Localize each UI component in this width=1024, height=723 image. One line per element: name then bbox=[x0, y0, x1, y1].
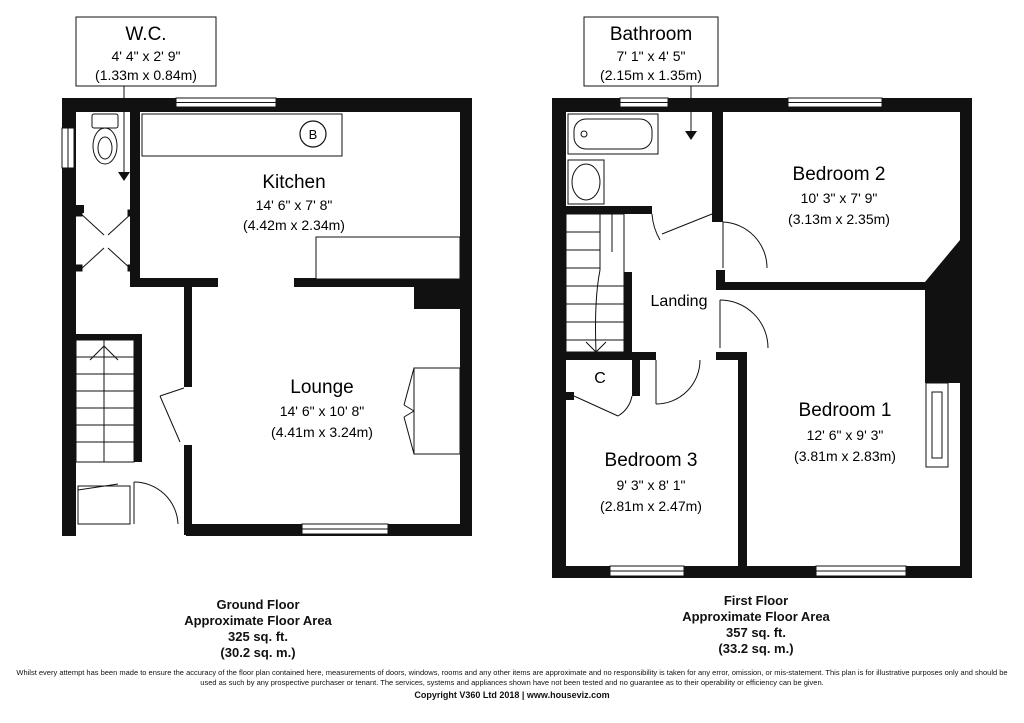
wc-partition-wall bbox=[130, 112, 140, 282]
first-floor-sqm: (33.2 sq. m.) bbox=[718, 641, 794, 656]
ground-wall-hall-bottom-stub bbox=[62, 524, 76, 536]
cupboard-name: C bbox=[594, 370, 606, 387]
first-floor-summary bbox=[648, 593, 864, 657]
bathroom-door bbox=[652, 214, 712, 240]
ground-floor-sqft: 325 sq. ft. bbox=[228, 629, 288, 644]
first-floor-plan bbox=[552, 17, 972, 578]
bedroom2-left-wall bbox=[712, 112, 723, 222]
bedroom1-name: Bedroom 1 bbox=[798, 400, 892, 421]
first-stairs-bottom-wall bbox=[566, 352, 656, 360]
bedroom1-door bbox=[720, 300, 768, 348]
first-window-bathroom bbox=[620, 98, 668, 107]
cupboard-bottom-wall bbox=[566, 392, 574, 400]
lounge-name: Lounge bbox=[290, 377, 354, 398]
first-outer-wall-left bbox=[552, 98, 566, 578]
ground-floor-title: Ground Floor bbox=[216, 597, 300, 612]
bathroom-arrow-icon bbox=[685, 131, 697, 140]
hall-partition-upper bbox=[184, 287, 192, 387]
first-stairs-right-wall bbox=[624, 272, 632, 356]
wc-dim-metric: (1.33m x 0.84m) bbox=[95, 67, 197, 83]
ground-stairs-wall bbox=[134, 334, 142, 462]
bedroom2-dim-metric: (3.13m x 2.35m) bbox=[788, 211, 890, 227]
first-window-bedroom1 bbox=[816, 566, 906, 576]
lounge-door bbox=[160, 388, 184, 442]
bedroom2-chimney bbox=[925, 240, 960, 282]
first-floor-area-label: Approximate Floor Area bbox=[682, 609, 830, 624]
bedroom2-name: Bedroom 2 bbox=[792, 164, 886, 185]
ground-outer-wall-right bbox=[460, 98, 472, 536]
boiler-label: B bbox=[308, 127, 318, 142]
wardrobe-icon bbox=[404, 368, 460, 454]
kitchen-worktop-right bbox=[316, 237, 460, 279]
bedroom3-dim-imperial: 9' 3" x 8' 1" bbox=[616, 477, 686, 493]
wc-name: W.C. bbox=[125, 24, 167, 45]
fireplace-icon bbox=[926, 383, 948, 467]
ground-stairs bbox=[76, 340, 134, 462]
lounge-dim-imperial: 14' 6" x 10' 8" bbox=[279, 403, 365, 419]
ground-window-kitchen bbox=[176, 98, 276, 107]
first-window-bedroom2 bbox=[788, 98, 882, 107]
ground-stairs-top-wall bbox=[76, 334, 142, 340]
wc-dim-imperial: 4' 4" x 2' 9" bbox=[111, 48, 181, 64]
bedroom2-dim-imperial: 10' 3" x 7' 9" bbox=[800, 190, 878, 206]
bath-icon bbox=[568, 114, 658, 154]
first-floor-sqft: 357 sq. ft. bbox=[726, 625, 786, 640]
bedroom3-door bbox=[656, 360, 700, 404]
kitchen-name: Kitchen bbox=[262, 172, 326, 193]
hall-partition-lower bbox=[184, 445, 192, 535]
bathroom-dim-imperial: 7' 1" x 4' 5" bbox=[616, 48, 686, 64]
ground-floor-sqm: (30.2 sq. m.) bbox=[220, 645, 296, 660]
bathroom-bottom-wall bbox=[566, 206, 652, 214]
ground-floor-summary bbox=[150, 597, 366, 661]
bedroom3-dim-metric: (2.81m x 2.47m) bbox=[600, 498, 702, 514]
ground-window-lounge bbox=[302, 524, 388, 534]
lounge-dim-metric: (4.41m x 3.24m) bbox=[271, 424, 373, 440]
first-outer-wall-right bbox=[960, 98, 972, 578]
landing-name: Landing bbox=[650, 293, 708, 310]
ground-window-wc bbox=[62, 128, 74, 168]
copyright-text: Copyright V360 Ltd 2018 | www.houseviz.com bbox=[414, 690, 610, 700]
kitchen-lounge-wall-left bbox=[130, 278, 218, 287]
disclaimer-text: Whilst every attempt has been made to ensure the accuracy of the floor plan contained here, measurements of doors, windows, rooms and any other items are approximate and no responsibility is taken for any error, omission, or mis-statement. This plan is for illustrative purposes only and should be used as such by any prospective purchaser or tenant. The services, systems and appliances shown have not been tested and no guarantee as to their operability or efficiency can be given. bbox=[16, 668, 1008, 687]
kitchen-dim-metric: (4.42m x 2.34m) bbox=[243, 217, 345, 233]
cupboard-door bbox=[574, 396, 632, 416]
bedroom2-door bbox=[723, 222, 767, 268]
wc-door bbox=[76, 210, 134, 271]
toilet-icon bbox=[92, 114, 118, 164]
kitchen-dim-imperial: 14' 6" x 7' 8" bbox=[255, 197, 333, 213]
bedroom2-bottom-wall bbox=[716, 282, 960, 290]
landing-right-wall bbox=[716, 270, 725, 290]
bedroom1-chimney bbox=[925, 285, 960, 383]
first-window-bedroom3 bbox=[610, 566, 684, 576]
first-floor-title: First Floor bbox=[723, 593, 789, 608]
cupboard-right-wall bbox=[632, 356, 640, 396]
ground-floor-area-label: Approximate Floor Area bbox=[184, 613, 332, 628]
bedroom3-right-wall bbox=[738, 352, 747, 566]
bedroom1-dim-metric: (3.81m x 2.83m) bbox=[794, 448, 896, 464]
wc-arrow-icon bbox=[118, 172, 130, 181]
ground-floor-plan bbox=[62, 17, 472, 536]
bedroom1-dim-imperial: 12' 6" x 9' 3" bbox=[806, 427, 884, 443]
first-stairs bbox=[566, 214, 624, 352]
bedroom3-name: Bedroom 3 bbox=[604, 450, 698, 471]
basin-icon bbox=[568, 160, 604, 204]
bathroom-name: Bathroom bbox=[609, 24, 693, 45]
chimney-breast bbox=[414, 287, 460, 309]
bathroom-dim-metric: (2.15m x 1.35m) bbox=[600, 67, 702, 83]
first-outer-wall-top bbox=[552, 98, 972, 112]
front-door bbox=[78, 482, 178, 524]
